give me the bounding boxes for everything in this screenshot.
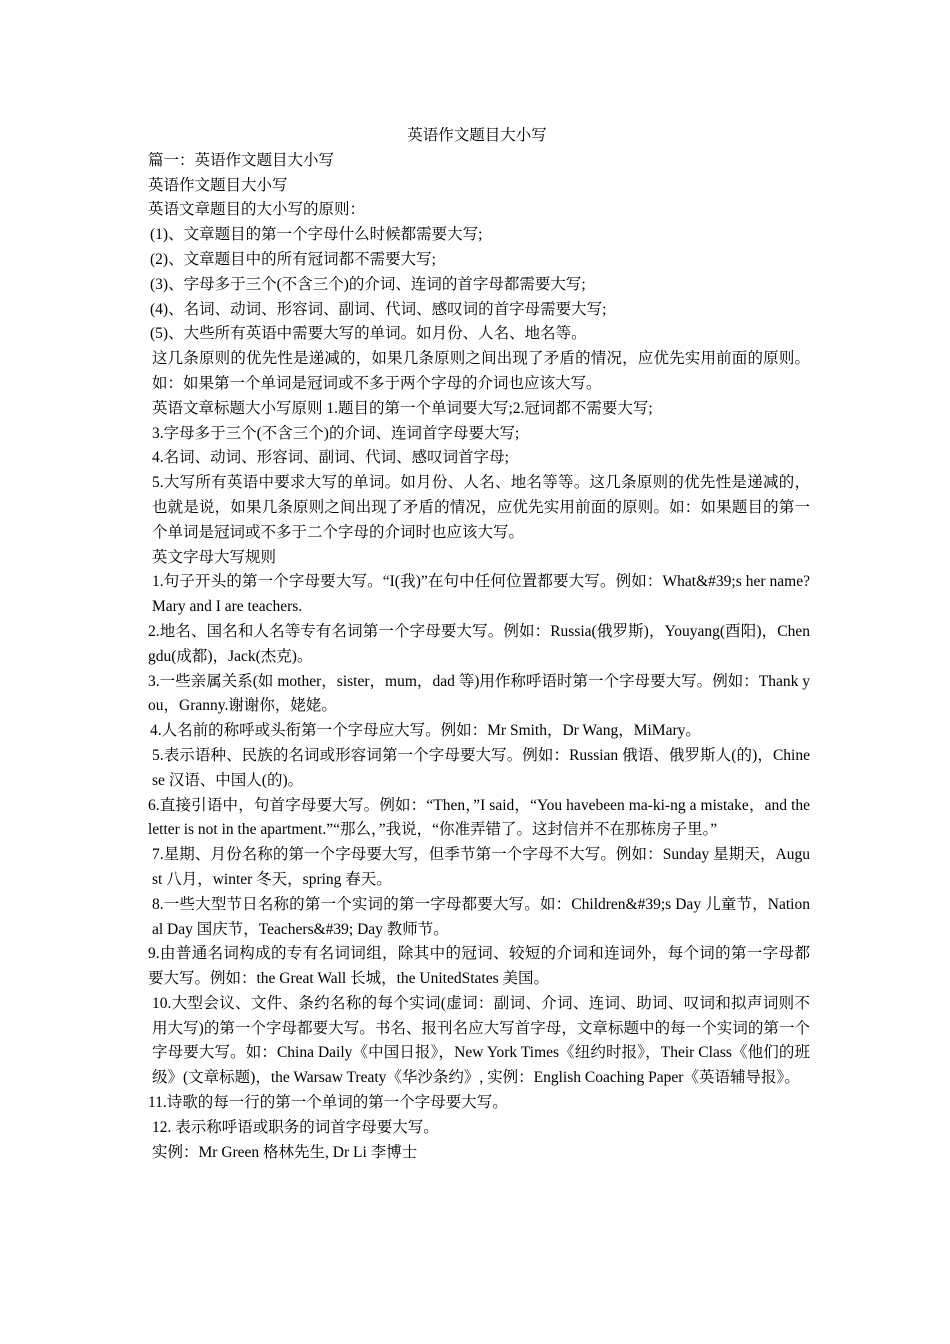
paragraph-principle-5: (5)、大些所有英语中需要大写的单词。如月份、人名、地名等。 <box>150 325 587 343</box>
paragraph-rule-10: 10.大型会议、文件、条约名称的每个实词(虚词：副词、介词、连词、助词、叹词和拟声词则不用大写)的第一个字母都要大写。书名、报刊名应大写首字母，文章标题中的每一个实词的第一个字母要大写。如：China Daily《中国日报》，New York Times《纽约时报》，Their Class《他们的班级》(文章标题)，the Warsaw Treaty《华沙条约》, 实例：English Coaching Paper《英语辅导报》。 <box>152 994 810 1087</box>
paragraph-rule-3: 3.一些亲属关系(如 mother，sister，mum，dad 等)用作称呼语时第一个字母要大写。例如：Thank you，Granny.谢谢你，姥姥。 <box>148 672 810 715</box>
paragraph-rule-12: 12. 表示称呼语或职务的词首字母要大写。 <box>152 1118 439 1136</box>
paragraph-capitalization-heading: 英文字母大写规则 <box>152 548 277 566</box>
paragraph-rule-4: 4.人名前的称呼或头衔第一个字母应大写。例如：Mr Smith，Dr Wang，MiMary。 <box>150 722 701 740</box>
paragraph-title-rule-4: 4.名词、动词、形容词、副词、代词、感叹词首字母; <box>152 449 509 467</box>
paragraph-title-rule-3: 3.字母多于三个(不含三个)的介词、连词首字母要大写; <box>152 424 520 442</box>
paragraph-rule-8: 8.一些大型节日名称的第一个实词的第一字母都要大写。如：Children&#39;s Day 儿童节，National Day 国庆节，Teachers&#39; Day 教师节。 <box>152 895 810 938</box>
paragraph-rule-6: 6.直接引语中，句首字母要大写。例如：“Then，”I said，“You havebeen ma-ki-ng a mistake，and the letter is not in the apartment.”“那么，”我说，“你准弄错了。这封信并不在那栋房子里。” <box>148 796 810 839</box>
document-title: 英语作文题目大小写 <box>407 127 547 144</box>
paragraph-title-rule-5: 5.大写所有英语中要求大写的单词。如月份、人名、地名等等。这几条原则的优先性是递减的，也就是说，如果几条原则之间出现了矛盾的情况，应优先实用前面的原则。如：如果题目的第一个单词是冠词或不多于二个字母的介词时也应该大写。 <box>152 474 810 541</box>
paragraph-rule-1: 1.句子开头的第一个字母要大写。“I(我)”在句中任何位置都要大写。例如：What&#39;s her name?Mary and I are teachers. <box>152 573 810 616</box>
paragraph-rule-11: 11.诗歌的每一行的第一个单词的第一个字母要大写。 <box>148 1094 508 1112</box>
paragraph-example: 实例：Mr Green 格林先生, Dr Li 李博士 <box>152 1143 418 1161</box>
paragraph-principle-2: (2)、文章题目中的所有冠词都不需要大写; <box>150 250 436 268</box>
document-page <box>144 124 810 1165</box>
paragraph-principle-3: (3)、字母多于三个(不含三个)的介词、连词的首字母都需要大写; <box>150 275 586 293</box>
paragraph-rule-7: 7.星期、月份名称的第一个字母要大写，但季节第一个字母不大写。例如：Sunday 星期天，August 八月，winter 冬天，spring 春天。 <box>152 846 810 888</box>
paragraph-rule-2: 2.地名、国名和人名等专有名词第一个字母要大写。例如：Russia(俄罗斯)，Youyang(酉阳)，Chengdu(成都)，Jack(杰克)。 <box>148 622 810 665</box>
paragraph-title-rule-1-2: 英语文章标题大小写原则 1.题目的第一个单词要大写;2.冠词都不需要大写; <box>152 399 653 417</box>
paragraph-rule-5: 5.表示语种、民族的名词或形容词第一个字母要大写。例如：Russian 俄语、俄罗斯人(的)，Chinese 汉语、中国人(的)。 <box>152 746 810 789</box>
paragraph-chapter-heading: 篇一：英语作文题目大小写 <box>148 151 335 169</box>
paragraph-subtitle: 英语作文题目大小写 <box>148 176 288 194</box>
paragraph-rule-9: 9.由普通名词构成的专有名词词组，除其中的冠词、较短的介词和连词外，每个词的第一字母都要大写。例如：the Great Wall 长城，the UnitedStates 美国。 <box>148 945 810 988</box>
paragraph-principles-heading: 英语文章题目的大小写的原则： <box>148 201 366 219</box>
paragraph-priority-note: 这几条原则的优先性是递减的，如果几条原则之间出现了矛盾的情况，应优先实用前面的原则。如：如果第一个单词是冠词或不多于两个字母的介词也应该大写。 <box>152 350 810 392</box>
paragraph-principle-1: (1)、文章题目的第一个字母什么时候都需要大写; <box>150 226 483 244</box>
paragraph-principle-4: (4)、名词、动词、形容词、副词、代词、感叹词的首字母需要大写; <box>150 300 607 318</box>
